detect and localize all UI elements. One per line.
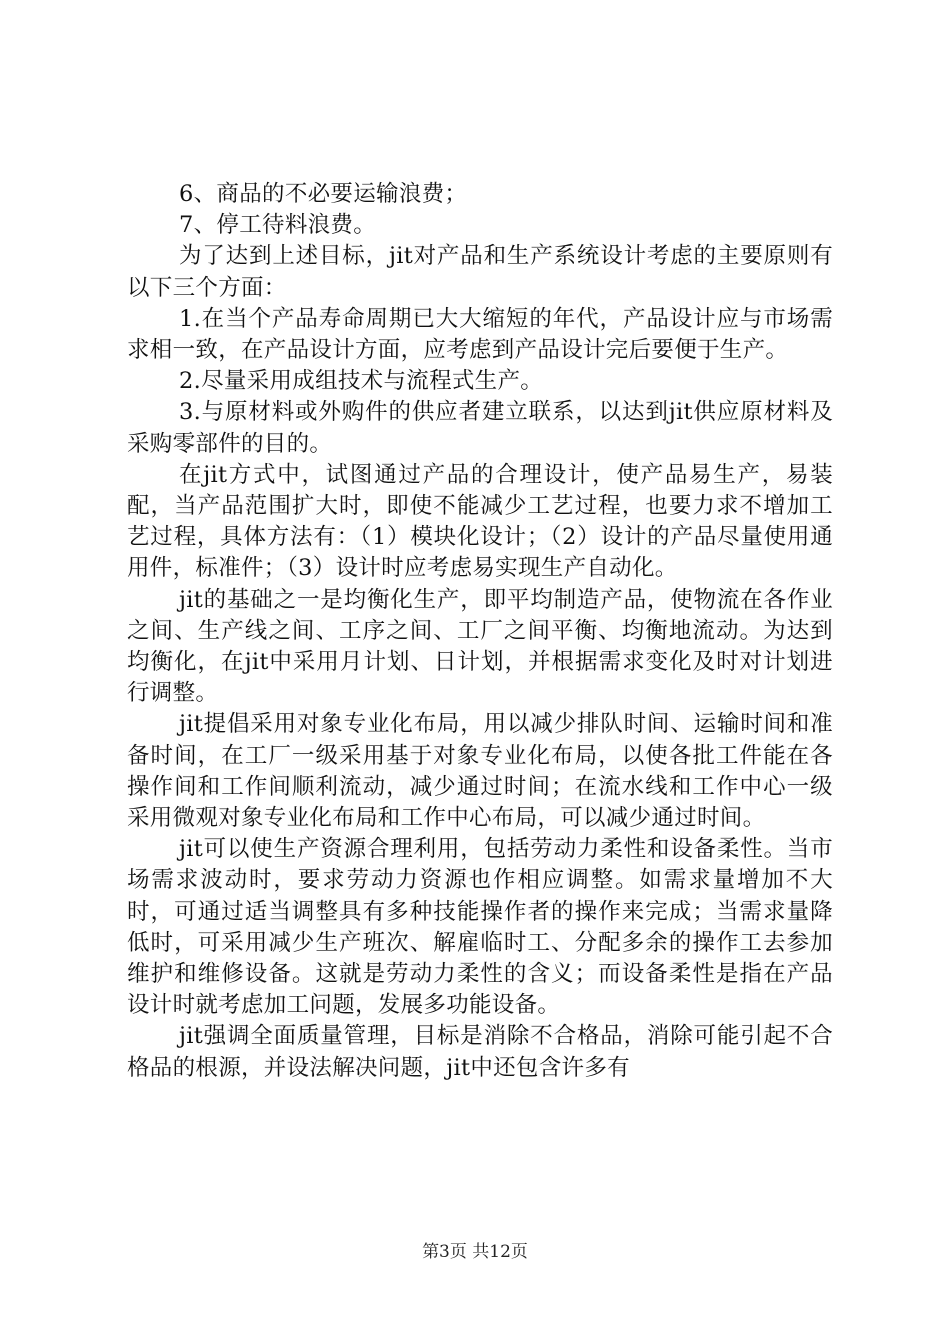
paragraph-layout: jit提倡采用对象专业化布局，用以减少排队时间、运输时间和准备时间，在工厂一级采用基于对象专业化布局，以使各批工件能在各操作间和工作间顺利流动，减少通过时间；在流水线和工作中心一级采用微观对象专业化布局和工作中心布局，可以减少通过时间。 <box>127 711 833 832</box>
page-number-label: 第3页 共12页 <box>422 1242 528 1262</box>
paragraph-principle-2: 2.尽量采用成组技术与流程式生产。 <box>179 368 544 395</box>
page-footer <box>0 1240 950 1264</box>
paragraph-quality-management: jit强调全面质量管理，目标是消除不合格品，消除可能引起不合格品的根源，并设法解决问题，jit中还包含许多有 <box>127 1023 833 1081</box>
paragraph-design-principles-intro: 为了达到上述目标，jit对产品和生产系统设计考虑的主要原则有以下三个方面： <box>127 243 833 301</box>
paragraph-principle-1: 1.在当个产品寿命周期已大大缩短的年代，产品设计应与市场需求相一致，在产品设计方面，应考虑到产品设计完后要便于生产。 <box>127 305 833 364</box>
paragraph-item-7: 7、停工待料浪费。 <box>179 212 377 239</box>
paragraph-resource-flexibility: jit可以使生产资源合理利用，包括劳动力柔性和设备柔性。当市场需求波动时，要求劳动力资源也作相应调整。如需求量增加不大时，可通过适当调整具有多种技能操作者的操作来完成；当需求量降低时，可采用减少生产班次、解雇临时工、分配多余的操作工去参加维护和维修设备。这就是劳动力柔性的含义；而设备柔性是指在产品设计时就考虑加工问题，发展多功能设备。 <box>127 836 833 1019</box>
paragraph-product-design: 在jit方式中，试图通过产品的合理设计，使产品易生产，易装配，当产品范围扩大时，即使不能减少工艺过程，也要力求不增加工艺过程，具体方法有：（1）模块化设计；（2）设计的产品尽量使用通用件，标准件；（3）设计时应考虑易实现生产自动化。 <box>127 461 833 582</box>
document-body <box>127 179 833 1084</box>
paragraph-principle-3: 3.与原材料或外购件的供应者建立联系，以达到jit供应原材料及采购零部件的目的。 <box>127 399 833 457</box>
paragraph-item-6: 6、商品的不必要运输浪费； <box>179 181 468 207</box>
paragraph-leveled-production: jit的基础之一是均衡化生产，即平均制造产品，使物流在各作业之间、生产线之间、工序之间、工厂之间平衡、均衡地流动。为达到均衡化，在jit中采用月计划、日计划，并根据需求变化及时对计划进行调整。 <box>127 586 833 707</box>
